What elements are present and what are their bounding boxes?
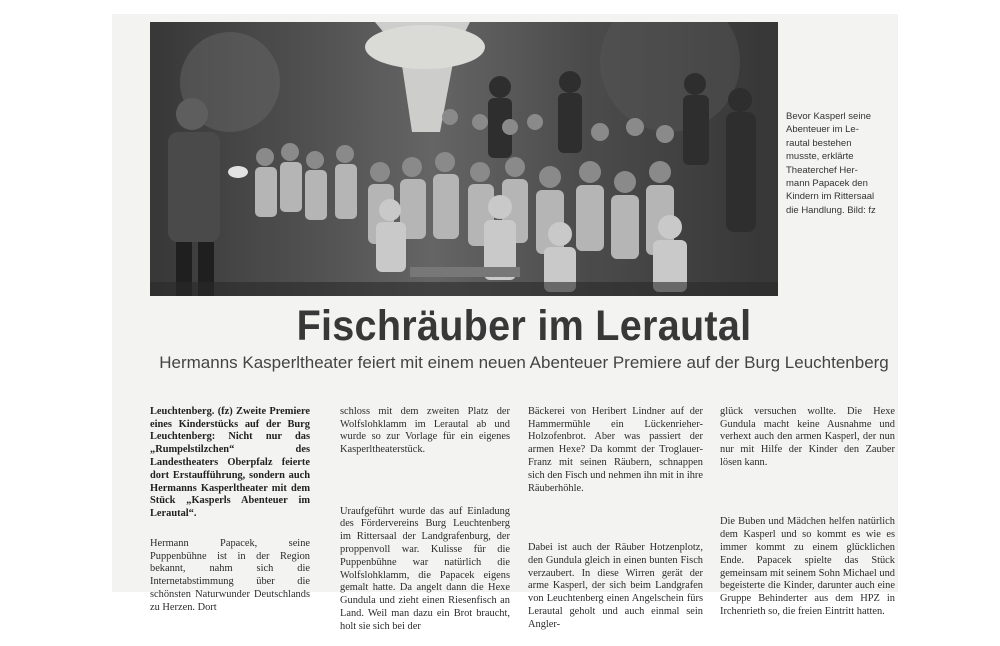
article-paragraph: Uraufgeführt wurde das auf Einladung des Fördervereins Burg Leuchtenberg im Rittersaal der Landgrafenburg, der proppenvoll war. Kulisse für die Puppenbühne war natürlich die Wolfslohklamm, die Papacek eigens gemalt hatte. Da angelt dann die Hexe Gundula und zieht einen Riesenfisch an Land. Weil man dazu ein Brot braucht, holt sie sich bei der bbox=[340, 505, 510, 632]
article-paragraph: Hermann Papacek, seine Puppenbühne ist in der Region bekannt, nahm sich die Internetabstimmung über die schönsten Naturwunder Deutschlands zu Herzen. Dort bbox=[150, 537, 310, 613]
article-paragraph: Bäckerei von Heribert Lindner auf der Hammermühle ein Lückenrieher-Holzofenbrot. Aber was passiert der armen Hexe? Da kommt der Troglauer-Franz mit seinen Räubern, schnappen sich den Fisch und nehmen ihn mit in ihre Räuberhöhle. bbox=[528, 405, 703, 494]
article-column-1 bbox=[150, 393, 310, 627]
article-lead: Leuchtenberg. (fz) Zweite Premiere eines Kinderstücks auf der Burg Leuchtenberg: Nicht nur das „Rumpelstilzchen“ des Landestheaters Oberpfalz feierte dort Erstaufführung, sondern auch Hermanns Kasperltheater mit dem Stück „Kasperls Abenteuer im Lerautal“. bbox=[150, 405, 310, 520]
article-paragraph: glück versuchen wollte. Die Hexe Gundula macht keine Ausnahme und verhext auch den armen Kasperl, der nun nur mit Hilfe der Kinder den Zauber lösen kann. bbox=[720, 405, 895, 468]
article-photo bbox=[150, 22, 778, 296]
photo-caption: Bevor Kasperl seine Abenteuer im Le- rautal bestehen musste, erklärte Theaterchef Her- mann Papacek den Kindern im Rittersaal die Handlung. Bild: fz bbox=[786, 111, 876, 216]
article-headline: Fischräuber im Lerautal bbox=[296, 302, 752, 350]
article-column-3 bbox=[528, 393, 703, 644]
article-column-4 bbox=[720, 393, 895, 632]
photo-children-audience-icon bbox=[150, 22, 778, 296]
article-paragraph: Die Buben und Mädchen helfen natürlich dem Kasperl und so kommt es wie es immer kommt zu einem glücklichen Ende. Papacek spielte das Stück gemeinsam mit seinem Sohn Michael und begeisterte die Kinder, darunter auch eine Gruppe Behinderter aus dem HPZ in Irchenrieth so, die freien Eintritt hatten. bbox=[720, 516, 895, 617]
article-paragraph: Dabei ist auch der Räuber Hotzenplotz, den Gundula gleich in einen bunten Fisch verzaubert. In diese Wirren gerät der arme Kasperl, der sich beim Landgrafen von Leuchtenberg einen Angelschein fürs Lerautal geholt und auch einmal sein Angler- bbox=[528, 541, 703, 630]
article-subhead: Hermanns Kasperltheater feiert mit einem neuen Abenteuer Premiere auf der Burg Leuchtenberg bbox=[159, 353, 889, 372]
article-paragraph: schloss mit dem zweiten Platz der Wolfslohklamm im Lerautal ab und wurde so zur Vorlage für ein eigenes Kasperltheaterstück. bbox=[340, 405, 510, 456]
article-column-2 bbox=[340, 393, 510, 646]
